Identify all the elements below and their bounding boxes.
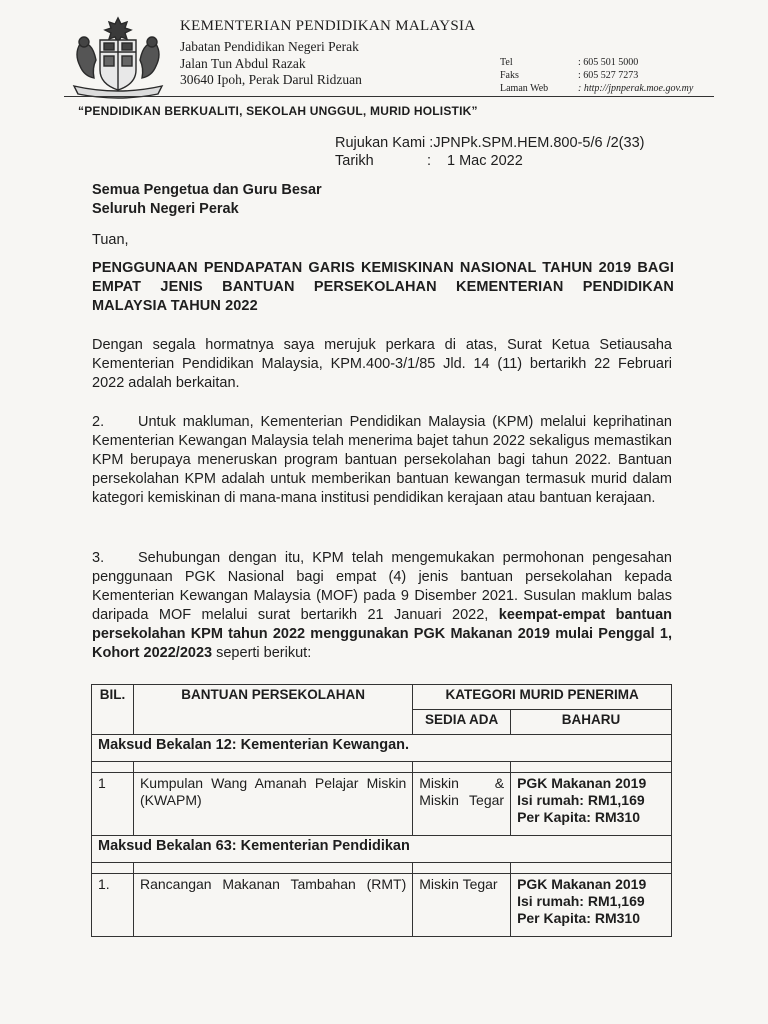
table-section-row [92,735,672,762]
paragraph-2-number: 2. [92,414,105,430]
section-title: Maksud Bekalan 63: Kementerian Pendidikan [92,836,672,863]
baharu-line: Isi rumah: RM1,169 [517,792,645,808]
cell-sedia-ada: Miskin & Miskin Tegar [413,773,511,836]
paragraph-2: 2. Untuk makluman, Kementerian Pendidikan Malaysia (KPM) melalui keprihatinan Kementerian Kewangan Malaysia telah menerima bajet tahun 2022 sekaligus memastikan KPM berupaya meneruskan program bantuan persekolahan bagi tahun 2022. Bantuan persekolahan KPM adalah untuk memberikan bantuan kewangan termasuk murid dalam kategori kemiskinan di mana-mana institusi pendidikan kerajaan atau bantuan kerajaan. [92,414,672,506]
letter-subject: PENGGUNAAN PENDAPATAN GARIS KEMISKINAN NASIONAL TAHUN 2019 BAGI EMPAT JENIS BANTUAN PERSEKOLAHAN KEMENTERIAN PENDIDIKAN MALAYSIA TAHUN 2022 [92,260,674,314]
header-sedia-ada: SEDIA ADA [413,710,511,735]
cell-bantuan: Kumpulan Wang Amanah Pelajar Miskin (KWAPM) [133,773,412,836]
baharu-line: PGK Makanan 2019 [517,876,647,892]
table-section-row [92,836,672,863]
baharu-line: PGK Makanan 2019 [517,775,647,791]
table-spacer-row [92,762,672,773]
baharu-line: Per Kapita: RM310 [517,809,640,825]
header-bil: BIL. [92,685,134,735]
contact-fax: Faks : 605 527 7273 [500,70,639,81]
cell-baharu [511,773,672,836]
header-divider [64,96,714,97]
cell-baharu [511,874,672,937]
section-title: Maksud Bekalan 12: Kementerian Kewangan. [92,735,672,762]
recipient-line-2: Seluruh Negeri Perak [92,201,239,217]
paragraph-3-emphasis: keempat-empat bantuan persekolahan KPM tahun 2022 menggunakan PGK Makanan 2019 mulai Penggal 1, Kohort 2022/2023 [92,607,672,661]
department-name: Jabatan Pendidikan Negeri Perak [180,39,359,54]
recipient-line-1: Semua Pengetua dan Guru Besar [92,182,322,198]
paragraph-1: Dengan segala hormatnya saya merujuk perkara di atas, Surat Ketua Setiausaha Kementerian Pendidikan Malaysia, KPM.400-3/1/85 Jld. 14 (11) bertarikh 22 Februari 2022 adalah berkaitan. [92,337,672,391]
department-address [180,39,362,89]
contact-block [500,56,693,95]
table-row [92,874,672,937]
reference-block [335,134,644,170]
street-address: Jalan Tun Abdul Razak [180,55,306,71]
city-address: 30640 Ipoh, Perak Darul Ridzuan [180,72,362,87]
contact-tel: Tel : 605 501 5000 [500,57,639,68]
paragraph-3: 3. Sehubungan dengan itu, KPM telah mengemukakan permohonan pengesahan penggunaan PGK Nasional bagi empat (4) jenis bantuan persekolahan kepada Kementerian Kewangan Malaysia (MOF) pada 9 Disember 2021. Susulan maklum balas daripada MOF melalui surat bertarikh 21 Januari 2022, keempat-empat bantuan persekolahan KPM tahun 2022 menggunakan PGK Makanan 2019 mulai Penggal 1, Kohort 2022/2023 seperti berikut: [92,550,672,661]
baharu-line: Isi rumah: RM1,169 [517,893,645,909]
motto: “PENDIDIKAN BERKUALITI, SEKOLAH UNGGUL, MURID HOLISTIK” [78,104,478,118]
cell-sedia-ada: Miskin Tegar [413,874,511,937]
ministry-name: KEMENTERIAN PENDIDIKAN MALAYSIA [180,18,476,34]
recipient-block [92,181,322,219]
header-kategori: KATEGORI MURID PENERIMA [413,685,672,710]
header-bantuan: BANTUAN PERSEKOLAHAN [133,685,412,735]
assistance-table [91,684,672,937]
baharu-line: Per Kapita: RM310 [517,910,640,926]
coat-of-arms-logo [66,14,170,100]
date-line: Tarikh : 1 Mac 2022 [335,153,523,169]
cell-bil: 1. [92,874,134,937]
paragraph-3-number: 3. [92,550,105,566]
table-header-row [92,685,672,710]
header-baharu: BAHARU [511,710,672,735]
cell-bantuan: Rancangan Makanan Tambahan (RMT) [133,874,412,937]
salutation: Tuan, [92,232,129,248]
table-spacer-row [92,863,672,874]
table-row [92,773,672,836]
cell-bil: 1 [92,773,134,836]
contact-website: Laman Web : http://jpnperak.moe.gov.my [500,83,694,94]
reference-line: Rujukan Kami :JPNPk.SPM.HEM.800-5/6 /2(33) [335,135,645,151]
